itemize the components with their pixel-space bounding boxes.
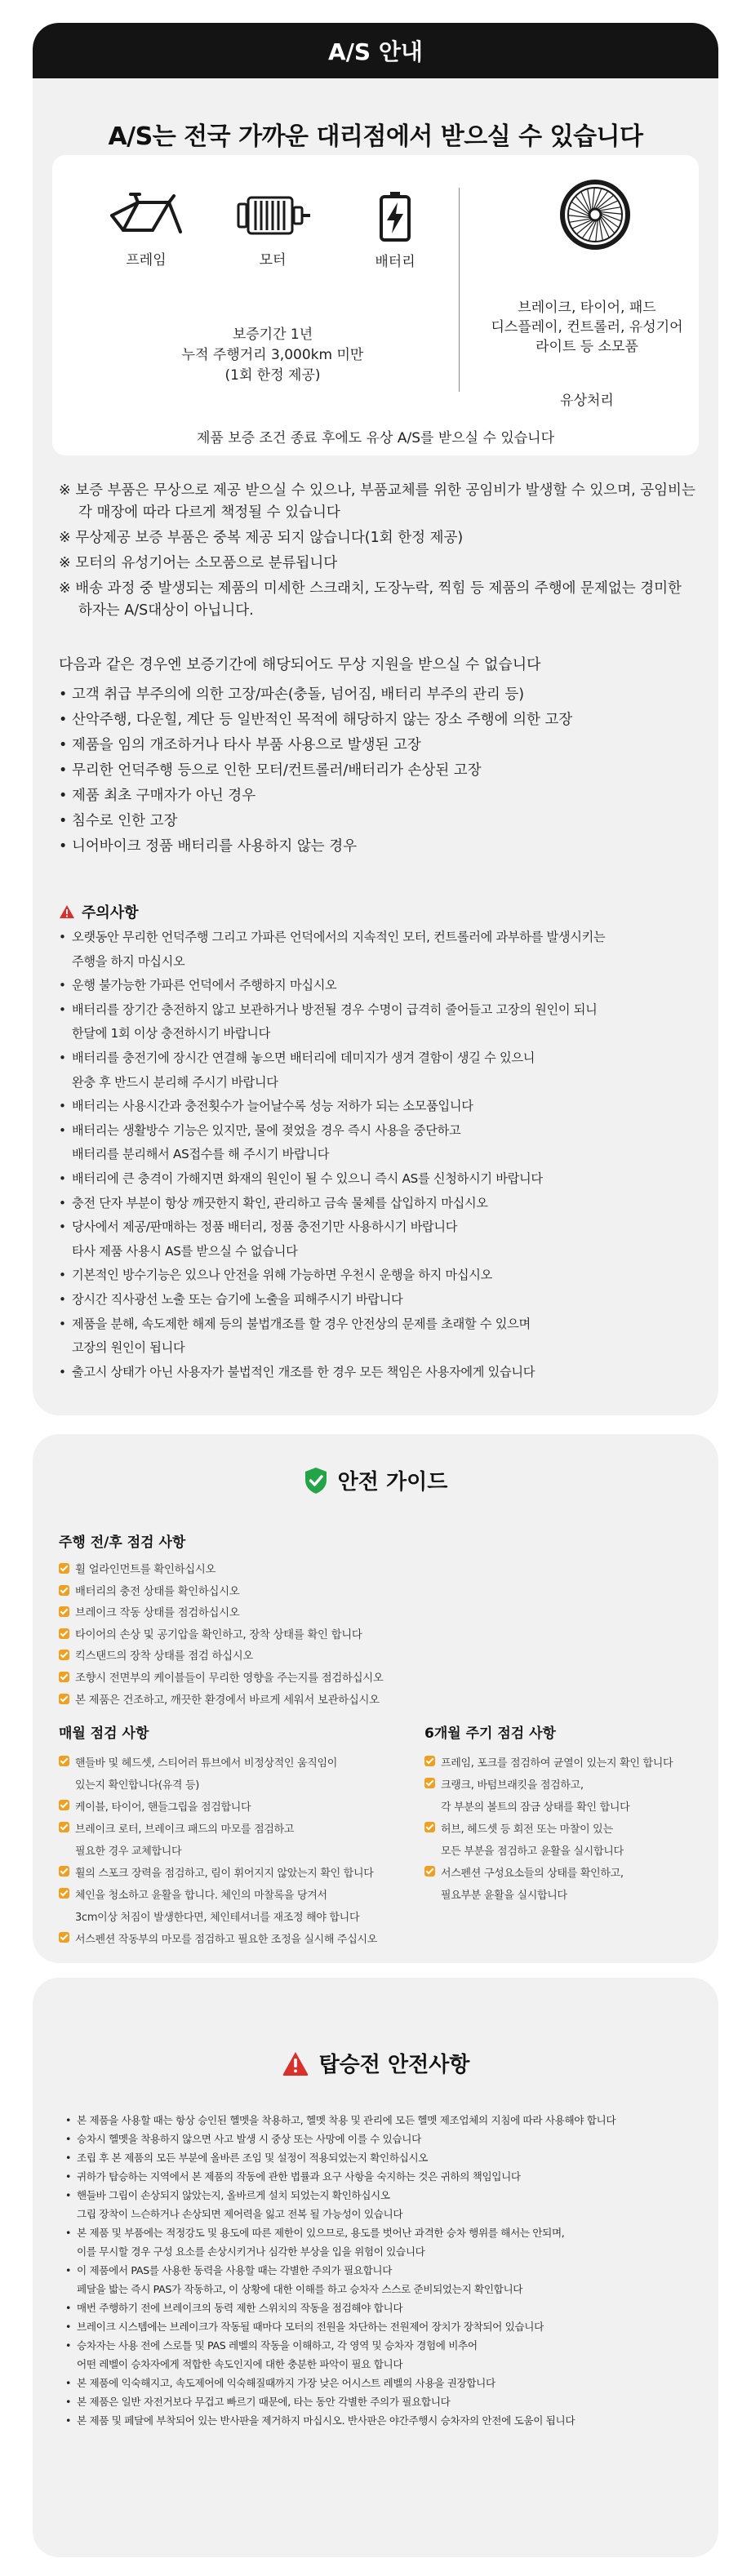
- list-item: • 침수로 인한 고장: [59, 809, 695, 834]
- check-icon: [424, 1822, 435, 1832]
- half-year-title: 6개월 주기 점검 사항: [424, 1725, 556, 1742]
- check-icon: [59, 1606, 69, 1617]
- check-text: 배터리의 충전 상태를 확인하십시오: [75, 1585, 240, 1598]
- list-item: • 배터리에 큰 충격이 가해지면 화재의 원인이 될 수 있으니 즉시 AS를 신청하시기 바랍니다: [59, 1167, 687, 1192]
- caution-title: 주의사항: [82, 904, 139, 922]
- note-item: ※ 무상제공 보증 부품은 중복 제공 되지 않습니다(1회 한정 제공): [59, 530, 464, 546]
- list-item: • 귀하가 탑승하는 지역에서 본 제품의 작동에 관한 법률과 요구 사항을 숙지하는 것은 귀하의 책임입니다: [65, 2167, 694, 2186]
- list-item: • 이 제품에서 PAS를 사용한 동력을 사용할 때는 각별한 주의가 필요합니다: [65, 2261, 694, 2280]
- list-item: • 제품 최초 구매자가 아닌 경우: [59, 784, 695, 809]
- check-icon: [59, 1650, 69, 1660]
- list-item: • 고객 취급 부주의에 의한 고장/파손(충돌, 넘어짐, 배터리 부주의 관리 등): [59, 682, 695, 708]
- warranty-line: (1회 한정 제공): [224, 367, 321, 384]
- check-item: [424, 1841, 702, 1863]
- check-text: 브레이크 작동 상태를 점검하십시오: [75, 1607, 240, 1620]
- check-icon: [59, 1756, 69, 1766]
- check-text: 킥스탠드의 장착 상태를 점검 하십시오: [75, 1650, 253, 1663]
- caution-list: [59, 926, 687, 1384]
- check-item: [424, 1797, 702, 1819]
- check-icon: [59, 1585, 69, 1596]
- before-after-title: 주행 전/후 점검 사항: [59, 1534, 186, 1551]
- check-icon: [59, 1822, 69, 1832]
- check-text: 케이블, 타이어, 핸들그립을 점검합니다: [75, 1801, 251, 1814]
- check-item: [59, 1625, 687, 1647]
- consumable-line: 디스플레이, 컨트롤러, 유성기어: [491, 319, 683, 335]
- list-item: • 장시간 직사광선 노출 또는 습기에 노출을 피해주시기 바랍니다: [59, 1288, 687, 1312]
- shield-check-icon: [304, 1467, 328, 1495]
- list-item: • 배터리는 사용시간과 충전횟수가 늘어날수록 성능 저하가 되는 소모품입니다: [59, 1095, 687, 1119]
- motor-icon: [233, 191, 312, 240]
- safety-guide-card: [33, 1434, 718, 1963]
- check-text: 서스펜션 구성요소들의 상태를 확인하고,: [441, 1868, 624, 1880]
- list-item: • 출고시 상태가 아닌 사용자가 불법적인 개조를 한 경우 모든 책임은 사용자에게 있습니다: [59, 1361, 687, 1385]
- check-text: 필요한 경우 교체합니다: [75, 1845, 182, 1858]
- list-item: • 승차자는 사용 전에 스로틀 및 PAS 레벨의 작동을 이해하고, 각 영역 및 승차자 경험에 비추어: [65, 2336, 694, 2355]
- no-free-support-intro: 다음과 같은 경우엔 보증기간에 해당되어도 무상 지원을 받으실 수 없습니다: [59, 656, 541, 673]
- guide-title: 안전 가이드: [337, 1470, 448, 1495]
- check-icon: [59, 1932, 69, 1943]
- check-item: [59, 1690, 687, 1712]
- consumable-line: 라이트 등 소모품: [535, 339, 638, 355]
- check-icon: [59, 1888, 69, 1899]
- list-item: • 제품을 임의 개조하거나 타사 부품 사용으로 발생된 고장: [59, 733, 695, 758]
- paid-service-label: 유상처리: [560, 393, 614, 409]
- check-text: 허브, 헤드셋 등 회전 또는 마찰이 있는: [441, 1823, 613, 1836]
- paid-as-note: 제품 보증 조건 종료 후에도 유상 A/S를 받으실 수 있습니다: [196, 430, 555, 446]
- check-text: 타이어의 손상 및 공기압을 확인하고, 장착 상태를 확인 합니다: [75, 1628, 362, 1641]
- check-item: [59, 1603, 687, 1625]
- as-header: A/S 안내: [33, 23, 718, 78]
- check-item: [424, 1819, 702, 1841]
- riding-safety-title: 탑승전 안전사항: [318, 2053, 470, 2077]
- check-text: 각 부분의 볼트의 잠금 상태를 확인 합니다: [441, 1801, 630, 1814]
- as-notes: [59, 480, 695, 625]
- before-after-list: [59, 1560, 687, 1712]
- battery-part: [342, 191, 448, 270]
- check-item: [424, 1863, 702, 1885]
- check-text: 조향시 전면부의 케이블들이 무리한 영향을 주는지를 점검하십시오: [75, 1672, 384, 1685]
- check-item: [59, 1841, 418, 1863]
- no-free-support-list: [59, 682, 695, 859]
- note-item: ※ 배송 과정 중 발생되는 제품의 미세한 스크래치, 도장누락, 찍힘 등 제품의 주행에 문제없는 경미한 하자는 A/S대상이 아닙니다.: [59, 580, 682, 619]
- check-icon: [59, 1563, 69, 1574]
- list-item: • 충전 단자 부분이 항상 깨끗한지 확인, 관리하고 금속 물체를 삽입하지 마십시오: [59, 1192, 687, 1216]
- check-text: 휠 얼라인먼트를 확인하십시오: [75, 1564, 216, 1576]
- riding-safety-card: [33, 1978, 718, 2557]
- list-item: • 제품을 분해, 속도제한 해제 등의 불법개조를 할 경우 안전상의 문제를 초래할 수 있으며: [59, 1312, 687, 1337]
- wheel-spoke: [597, 195, 614, 209]
- list-item: 타사 제품 사용시 AS를 받으실 수 없습니다: [72, 1243, 298, 1259]
- list-item: • 본 제품 및 페달에 부착되어 있는 반사판을 제거하지 마십시오. 반사판은 야간주행시 승차자의 안전에 도움이 됩니다: [65, 2411, 694, 2430]
- list-item: 한달에 1회 이상 충전하시기 바랍니다: [72, 1026, 271, 1042]
- caution-heading: [59, 901, 139, 922]
- list-item: 그립 장착이 느슨하거나 손상되면 제어력을 잃고 전복 될 가능성이 있습니다: [77, 2208, 403, 2220]
- as-lead-text: A/S는 전국 가까운 대리점에서 받으실 수 있습니다: [108, 122, 643, 151]
- list-item: 배터리를 분리해서 AS접수를 해 주시기 바랍니다: [72, 1147, 330, 1162]
- list-item: • 당사에서 제공/판매하는 정품 배터리, 정품 충전기만 사용하시기 바랍니다: [59, 1215, 687, 1240]
- list-item: • 승차시 헬멧을 착용하지 않으면 사고 발생 시 중상 또는 사망에 이를 수 있습니다: [65, 2130, 694, 2148]
- check-item: [59, 1774, 418, 1797]
- consumable-parts-list: [477, 298, 697, 357]
- check-text: 3cm이상 처짐이 발생한다면, 체인테셔너를 재조정 해야 합니다: [75, 1912, 360, 1924]
- warning-icon: [59, 904, 75, 919]
- check-icon: [59, 1800, 69, 1810]
- wheel-spoke: [601, 216, 615, 233]
- check-text: 핸들바 및 헤드셋, 스티어러 튜브에서 비정상적인 움직임이: [75, 1757, 338, 1770]
- check-text: 본 제품은 건조하고, 깨끗한 환경에서 바르게 세워서 보관하십시오: [75, 1694, 380, 1707]
- check-text: 프레임, 포크를 점검하여 균열이 있는지 확인 합니다: [441, 1757, 673, 1770]
- warning-icon: [282, 2050, 309, 2076]
- guide-heading: [33, 1465, 718, 1495]
- check-item: [59, 1797, 418, 1819]
- note-item: ※ 보증 부품은 무상으로 제공 받으실 수 있으나, 부품교체를 위한 공임비가 발생할 수 있으며, 공임비는 각 매장에 따라 다르게 책정될 수 있습니다: [59, 482, 695, 521]
- warranty-terms: [142, 325, 403, 386]
- riding-safety-list: [65, 2111, 694, 2430]
- check-icon: [59, 1866, 69, 1876]
- warranty-line: 누적 주행거리 3,000km 미만: [181, 347, 364, 363]
- check-icon: [424, 1866, 435, 1876]
- warranty-parts-box: [52, 155, 699, 455]
- check-item: [59, 1560, 687, 1582]
- list-item: 어떤 레벨이 승차자에게 적합한 속도인지에 대한 충분한 파악이 필요 합니다: [77, 2358, 403, 2370]
- list-item: • 무리한 언덕주행 등으로 인한 모터/컨트롤러/배터리가 손상된 고장: [59, 758, 695, 784]
- check-text: 서스펜션 작동부의 마모를 점검하고 필요한 조정을 실시해 주십시오: [75, 1934, 378, 1946]
- monthly-list: [59, 1752, 418, 1951]
- wheel-spoke: [600, 212, 622, 215]
- check-text: 크랭크, 바텀브래킷을 점검하고,: [441, 1779, 584, 1792]
- check-item: [59, 1907, 418, 1929]
- consumable-line: 브레이크, 타이어, 패드: [518, 300, 656, 316]
- list-item: • 본 제품을 사용할 때는 항상 승인된 헬멧을 착용하고, 헬멧 착용 및 관리에 모든 헬멧 제조업체의 지침에 따라 사용해야 합니다: [65, 2111, 694, 2130]
- check-item: [59, 1752, 418, 1774]
- list-item: • 조립 후 본 제품의 모든 부분에 올바른 조임 및 설정이 적용되었는지 확인하십시오: [65, 2148, 694, 2167]
- parts-divider: [459, 188, 460, 392]
- monthly-title: 매월 점검 사항: [59, 1725, 149, 1742]
- wheel-spoke: [568, 215, 590, 218]
- check-text: 브레이크 로터, 브레이크 패드의 마모를 점검하고: [75, 1823, 295, 1836]
- check-icon: [59, 1694, 69, 1704]
- check-text: 체인을 청소하고 윤활을 합니다. 체인의 마찰록을 당겨서: [75, 1890, 327, 1902]
- list-item: • 배터리는 생활방수 기능은 있지만, 물에 젖었을 경우 즉시 사용을 중단하고: [59, 1119, 687, 1144]
- check-item: [424, 1774, 702, 1797]
- list-item: • 본 제품에 익숙해지고, 속도제어에 익숙해질때까지 가장 낮은 어시스트 레벨의 사용을 권장합니다: [65, 2374, 694, 2392]
- list-item: 주행을 하지 마십시오: [72, 953, 185, 969]
- wheel-icon: [558, 178, 632, 251]
- list-item: • 기본적인 방수기능은 있으나 안전을 위해 가능하면 우천시 운행을 하지 마십시오: [59, 1264, 687, 1288]
- list-item: 완충 후 반드시 분리해 주시기 바랍니다: [72, 1074, 278, 1090]
- list-item: • 오랫동안 무리한 언덕주행 그리고 가파른 언덕에서의 지속적인 모터, 컨트롤러에 과부하를 발생시키는: [59, 926, 687, 950]
- check-item: [424, 1885, 702, 1907]
- list-item: • 배터리를 충전기에 장시간 연결해 놓으면 배터리에 데미지가 생겨 결함이 생길 수 있으니: [59, 1046, 687, 1071]
- list-item: • 배터리를 장기간 충전하지 않고 보관하거나 방전될 경우 수명이 급격히 줄어들고 고장의 원인이 되니: [59, 998, 687, 1023]
- wheel-spoke: [596, 220, 598, 242]
- list-item: • 매번 주행하기 전에 브레이크의 동력 제한 스위치의 작동을 점검해야 합니다: [65, 2298, 694, 2317]
- check-item: [59, 1885, 418, 1907]
- warranty-line: 보증기간 1년: [232, 326, 313, 343]
- check-item: [59, 1582, 687, 1604]
- note-item: ※ 모터의 유성기어는 소모품으로 분류됩니다: [59, 555, 338, 571]
- list-item: • 산악주행, 다운힐, 계단 등 일반적인 목적에 해당하지 않는 장소 주행에 의한 고장: [59, 708, 695, 733]
- check-icon: [59, 1672, 69, 1682]
- list-item: • 니어바이크 정품 배터리를 사용하지 않는 경우: [59, 834, 695, 859]
- list-item: 페달을 밟는 즉시 PAS가 작동하고, 이 상황에 대한 이해를 하고 승차자 스스로 준비되었는지 확인합니다: [77, 2283, 523, 2295]
- motor-part: [220, 191, 326, 269]
- check-icon: [59, 1628, 69, 1639]
- check-icon: [424, 1778, 435, 1788]
- check-text: 필요부분 윤활을 실시합니다: [441, 1890, 567, 1902]
- battery-icon: [379, 191, 411, 242]
- wheel-spoke: [575, 196, 589, 213]
- frame-label: 프레임: [126, 252, 167, 269]
- check-icon: [424, 1756, 435, 1766]
- check-item: [59, 1646, 687, 1668]
- check-text: 모든 부분을 점검하고 윤활을 실시합니다: [441, 1845, 624, 1858]
- check-item: [424, 1752, 702, 1774]
- as-info-card: [33, 23, 718, 1415]
- wheel-spoke: [593, 188, 595, 210]
- bike-frame-icon: [105, 191, 187, 240]
- list-item: 이를 무시할 경우 구성 요소를 손상시키거나 심각한 부상을 입을 위험이 있습니다: [77, 2245, 425, 2258]
- list-item: • 운행 불가능한 가파른 언덕에서 주행하지 마십시오: [59, 974, 687, 998]
- check-item: [59, 1929, 418, 1951]
- check-text: 있는지 확인합니다(유격 등): [75, 1779, 200, 1792]
- motor-label: 모터: [259, 252, 287, 269]
- list-item: • 본 제품은 일반 자전거보다 무겁고 빠르기 때문에, 타는 동안 각별한 주의가 필요합니다: [65, 2392, 694, 2411]
- check-item: [59, 1819, 418, 1841]
- check-item: [59, 1668, 687, 1690]
- half-year-list: [424, 1752, 702, 1907]
- wheel-spoke: [576, 220, 593, 234]
- riding-safety-heading: [33, 2048, 718, 2078]
- list-item: 고장의 원인이 됩니다: [72, 1340, 185, 1356]
- check-item: [59, 1863, 418, 1885]
- battery-label: 배터리: [375, 254, 415, 270]
- list-item: • 핸들바 그립이 손상되지 않았는지, 올바르게 설치 되었는지 확인하십시오: [65, 2186, 694, 2205]
- wheel-part: [518, 178, 673, 251]
- frame-part: [93, 191, 199, 269]
- list-item: • 본 제품 및 부품에는 적정강도 및 용도에 따른 제한이 있으므로, 용도를 벗어난 과격한 승차 행위를 해서는 안되며,: [65, 2223, 694, 2242]
- list-item: • 브레이크 시스템에는 브레이크가 작동될 때마다 모터의 전원을 차단하는 전원제어 장치가 장착되어 있습니다: [65, 2317, 694, 2336]
- check-text: 휠의 스포크 장력을 점검하고, 림이 휘어지지 않았는지 확인 합니다: [75, 1868, 374, 1880]
